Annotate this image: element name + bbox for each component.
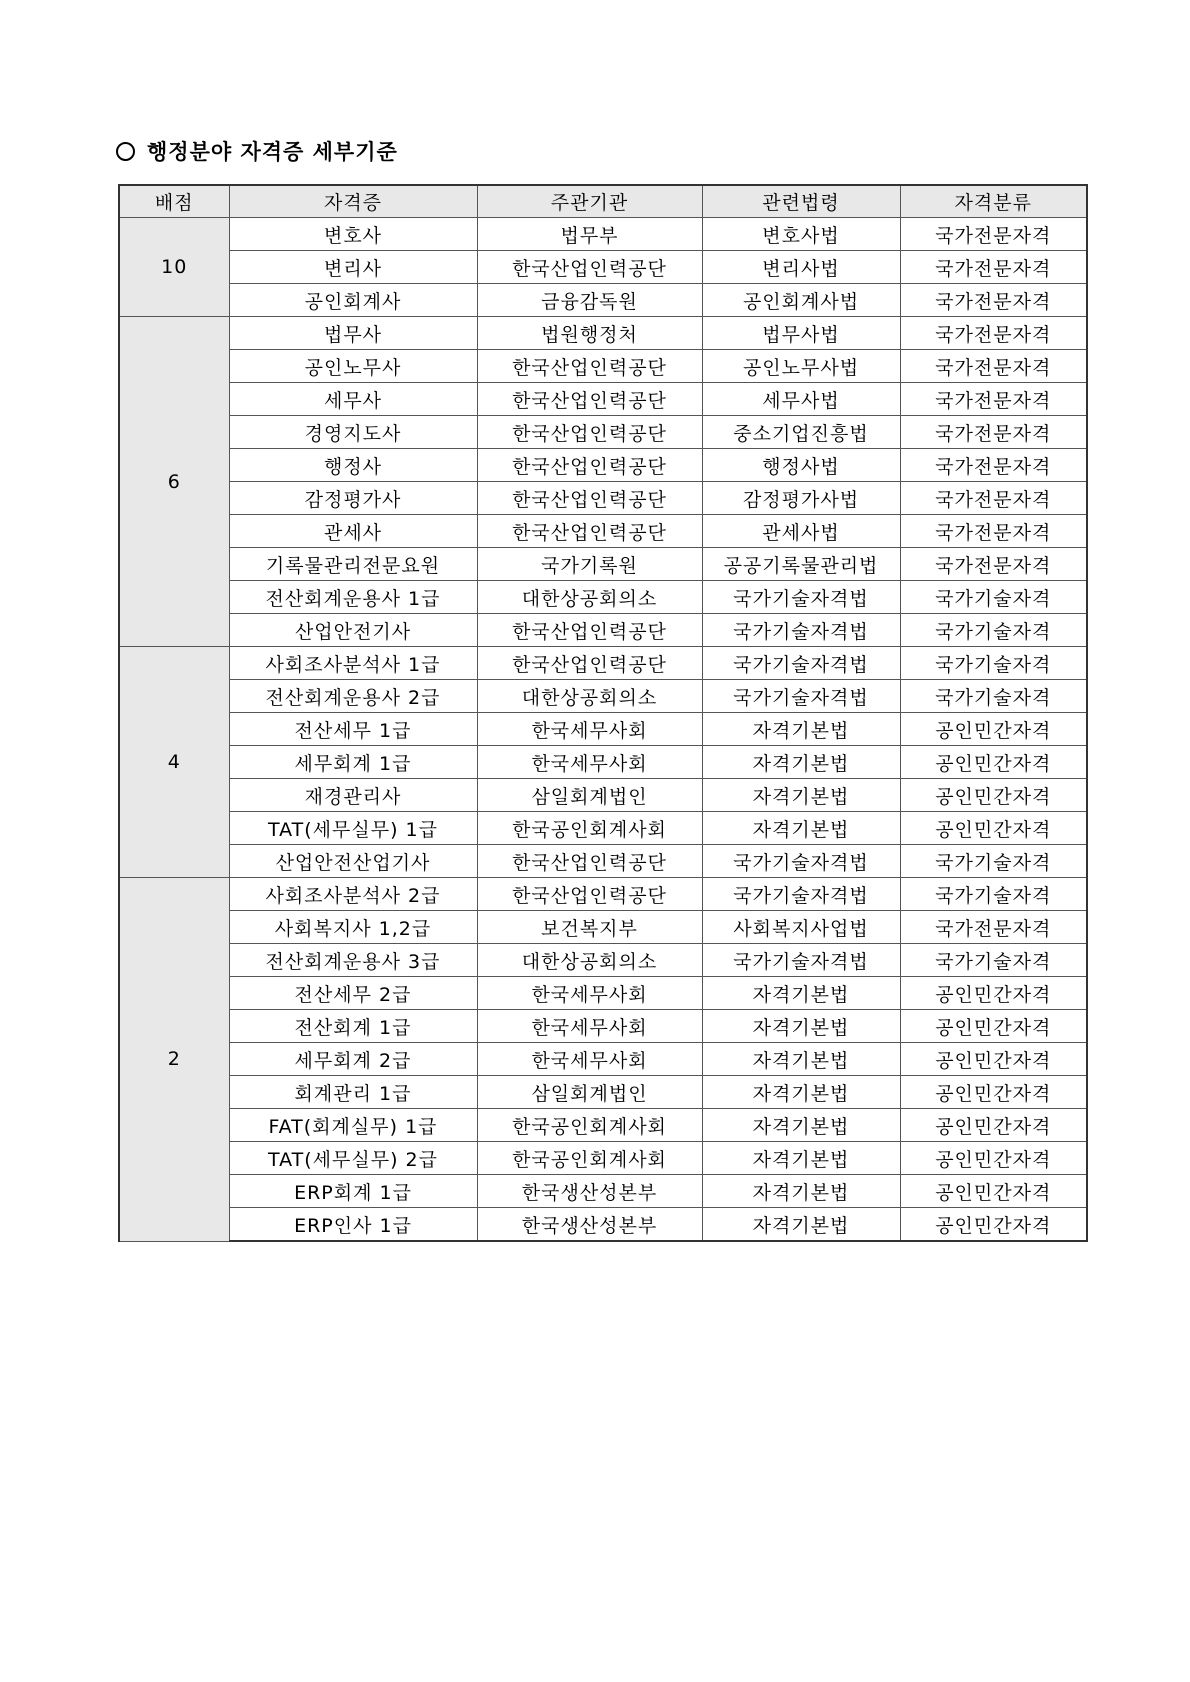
cell-certificate: 전산세무 2급 [229,977,477,1010]
cell-organization: 국가기록원 [477,548,702,581]
cell-organization: 한국생산성본부 [477,1175,702,1208]
cell-certificate: TAT(세무실무) 1급 [229,812,477,845]
cell-certificate: 재경관리사 [229,779,477,812]
cell-organization: 한국생산성본부 [477,1208,702,1242]
table-row [119,548,1087,581]
cell-law: 국가기술자격법 [702,581,900,614]
cell-law: 국가기술자격법 [702,878,900,911]
cell-category: 공인민간자격 [900,779,1087,812]
score-cell: 4 [119,647,229,878]
table-row [119,746,1087,779]
table-row [119,911,1087,944]
cell-category: 공인민간자격 [900,1010,1087,1043]
cell-category: 국가기술자격 [900,878,1087,911]
cell-organization: 한국산업인력공단 [477,482,702,515]
cell-law: 자격기본법 [702,1010,900,1043]
cell-organization: 한국공인회계사회 [477,1109,702,1142]
cell-category: 국가전문자격 [900,218,1087,251]
cell-category: 공인민간자격 [900,1109,1087,1142]
cell-certificate: 세무사 [229,383,477,416]
cell-certificate: TAT(세무실무) 2급 [229,1142,477,1175]
page-title-text: 행정분야 자격증 세부기준 [147,140,398,164]
cell-law: 변호사법 [702,218,900,251]
table-row [119,812,1087,845]
cell-category: 공인민간자격 [900,812,1087,845]
cell-category: 국가전문자격 [900,251,1087,284]
cell-organization: 한국공인회계사회 [477,812,702,845]
cell-law: 자격기본법 [702,1175,900,1208]
cell-law: 자격기본법 [702,779,900,812]
cell-category: 국가전문자격 [900,911,1087,944]
cell-certificate: 전산회계운용사 1급 [229,581,477,614]
cell-certificate: 전산회계운용사 2급 [229,680,477,713]
cell-certificate: 변호사 [229,218,477,251]
cell-category: 국가기술자격 [900,581,1087,614]
table-row [119,1043,1087,1076]
cell-category: 국가전문자격 [900,548,1087,581]
cell-law: 변리사법 [702,251,900,284]
cell-law: 관세사법 [702,515,900,548]
cell-certificate: 전산세무 1급 [229,713,477,746]
cell-organization: 한국산업인력공단 [477,449,702,482]
table-row [119,449,1087,482]
table-row [119,515,1087,548]
cell-category: 공인민간자격 [900,746,1087,779]
cell-certificate: 전산회계운용사 3급 [229,944,477,977]
cell-organization: 법무부 [477,218,702,251]
cell-category: 국가기술자격 [900,845,1087,878]
header-organization: 주관기관 [477,185,702,218]
table-row [119,284,1087,317]
table-row [119,713,1087,746]
cell-category: 공인민간자격 [900,1076,1087,1109]
table-row [119,383,1087,416]
cell-category: 국가전문자격 [900,383,1087,416]
cell-organization: 한국산업인력공단 [477,515,702,548]
cell-law: 감정평가사법 [702,482,900,515]
cell-certificate: 공인회계사 [229,284,477,317]
table-row [119,680,1087,713]
cell-category: 국가전문자격 [900,416,1087,449]
table-row [119,482,1087,515]
table-body [119,218,1087,1242]
cell-certificate: 감정평가사 [229,482,477,515]
cell-certificate: ERP인사 1급 [229,1208,477,1242]
cell-category: 국가기술자격 [900,647,1087,680]
cell-organization: 한국세무사회 [477,1043,702,1076]
cell-law: 공공기록물관리법 [702,548,900,581]
cell-organization: 한국산업인력공단 [477,878,702,911]
cell-law: 자격기본법 [702,1043,900,1076]
cell-organization: 한국산업인력공단 [477,845,702,878]
cell-law: 공인회계사법 [702,284,900,317]
cell-category: 국가기술자격 [900,614,1087,647]
cell-law: 자격기본법 [702,1109,900,1142]
header-certificate: 자격증 [229,185,477,218]
cell-organization: 대한상공회의소 [477,581,702,614]
table-row [119,845,1087,878]
cell-certificate: 관세사 [229,515,477,548]
cell-category: 국가전문자격 [900,449,1087,482]
cell-law: 세무사법 [702,383,900,416]
header-law: 관련법령 [702,185,900,218]
cell-category: 국가전문자격 [900,482,1087,515]
cell-certificate: 사회조사분석사 1급 [229,647,477,680]
cell-category: 국가기술자격 [900,944,1087,977]
cell-certificate: 세무회계 2급 [229,1043,477,1076]
cell-law: 국가기술자격법 [702,680,900,713]
table-row [119,218,1087,251]
table-row [119,317,1087,350]
table-row [119,1076,1087,1109]
cell-law: 중소기업진흥법 [702,416,900,449]
table-row [119,1109,1087,1142]
table-row [119,977,1087,1010]
table-row [119,878,1087,911]
cell-category: 국가기술자격 [900,680,1087,713]
table-row [119,1142,1087,1175]
cell-category: 공인민간자격 [900,713,1087,746]
circle-bullet-icon [116,142,135,161]
table-row [119,647,1087,680]
cell-certificate: 법무사 [229,317,477,350]
cell-law: 자격기본법 [702,1076,900,1109]
cell-law: 법무사법 [702,317,900,350]
cell-organization: 한국산업인력공단 [477,383,702,416]
cell-organization: 법원행정처 [477,317,702,350]
cell-law: 행정사법 [702,449,900,482]
table-row [119,614,1087,647]
table-row [119,251,1087,284]
cell-organization: 한국세무사회 [477,713,702,746]
cell-category: 국가전문자격 [900,284,1087,317]
table-row [119,1208,1087,1242]
table-row [119,779,1087,812]
cell-category: 국가전문자격 [900,317,1087,350]
cell-certificate: 산업안전산업기사 [229,845,477,878]
cell-organization: 한국공인회계사회 [477,1142,702,1175]
cell-law: 국가기술자격법 [702,614,900,647]
cell-organization: 한국세무사회 [477,1010,702,1043]
header-row [119,185,1087,218]
cell-organization: 한국세무사회 [477,977,702,1010]
cell-law: 사회복지사업법 [702,911,900,944]
page-title [116,136,398,166]
cell-certificate: 산업안전기사 [229,614,477,647]
cell-certificate: 사회조사분석사 2급 [229,878,477,911]
table-row [119,944,1087,977]
cell-law: 국가기술자격법 [702,647,900,680]
cell-category: 공인민간자격 [900,1175,1087,1208]
cell-certificate: ERP회계 1급 [229,1175,477,1208]
cell-organization: 한국산업인력공단 [477,614,702,647]
cell-organization: 한국산업인력공단 [477,251,702,284]
cell-law: 공인노무사법 [702,350,900,383]
header-category: 자격분류 [900,185,1087,218]
cell-certificate: FAT(회계실무) 1급 [229,1109,477,1142]
cell-law: 국가기술자격법 [702,944,900,977]
score-cell: 2 [119,878,229,1242]
cell-certificate: 전산회계 1급 [229,1010,477,1043]
cell-organization: 한국세무사회 [477,746,702,779]
cell-category: 국가전문자격 [900,515,1087,548]
table-header [119,185,1087,218]
cell-organization: 대한상공회의소 [477,944,702,977]
cell-certificate: 변리사 [229,251,477,284]
cell-certificate: 사회복지사 1,2급 [229,911,477,944]
table-row [119,1010,1087,1043]
cell-law: 자격기본법 [702,713,900,746]
cell-certificate: 회계관리 1급 [229,1076,477,1109]
cell-organization: 보건복지부 [477,911,702,944]
cell-organization: 삼일회계법인 [477,779,702,812]
cell-certificate: 경영지도사 [229,416,477,449]
cell-law: 자격기본법 [702,1208,900,1242]
cell-organization: 삼일회계법인 [477,1076,702,1109]
table-row [119,581,1087,614]
cell-law: 자격기본법 [702,812,900,845]
table-row [119,350,1087,383]
cell-certificate: 세무회계 1급 [229,746,477,779]
cell-organization: 대한상공회의소 [477,680,702,713]
cell-law: 국가기술자격법 [702,845,900,878]
score-cell: 6 [119,317,229,647]
cell-organization: 한국산업인력공단 [477,350,702,383]
cell-category: 공인민간자격 [900,977,1087,1010]
cell-category: 국가전문자격 [900,350,1087,383]
cell-organization: 금융감독원 [477,284,702,317]
cell-law: 자격기본법 [702,977,900,1010]
certificate-criteria-table [118,184,1088,1242]
table-row [119,416,1087,449]
table-row [119,1175,1087,1208]
cell-category: 공인민간자격 [900,1043,1087,1076]
cell-certificate: 공인노무사 [229,350,477,383]
header-score: 배점 [119,185,229,218]
cell-certificate: 행정사 [229,449,477,482]
cell-law: 자격기본법 [702,746,900,779]
cell-law: 자격기본법 [702,1142,900,1175]
cell-category: 공인민간자격 [900,1142,1087,1175]
score-cell: 10 [119,218,229,317]
cell-organization: 한국산업인력공단 [477,416,702,449]
cell-organization: 한국산업인력공단 [477,647,702,680]
cell-certificate: 기록물관리전문요원 [229,548,477,581]
cell-category: 공인민간자격 [900,1208,1087,1242]
